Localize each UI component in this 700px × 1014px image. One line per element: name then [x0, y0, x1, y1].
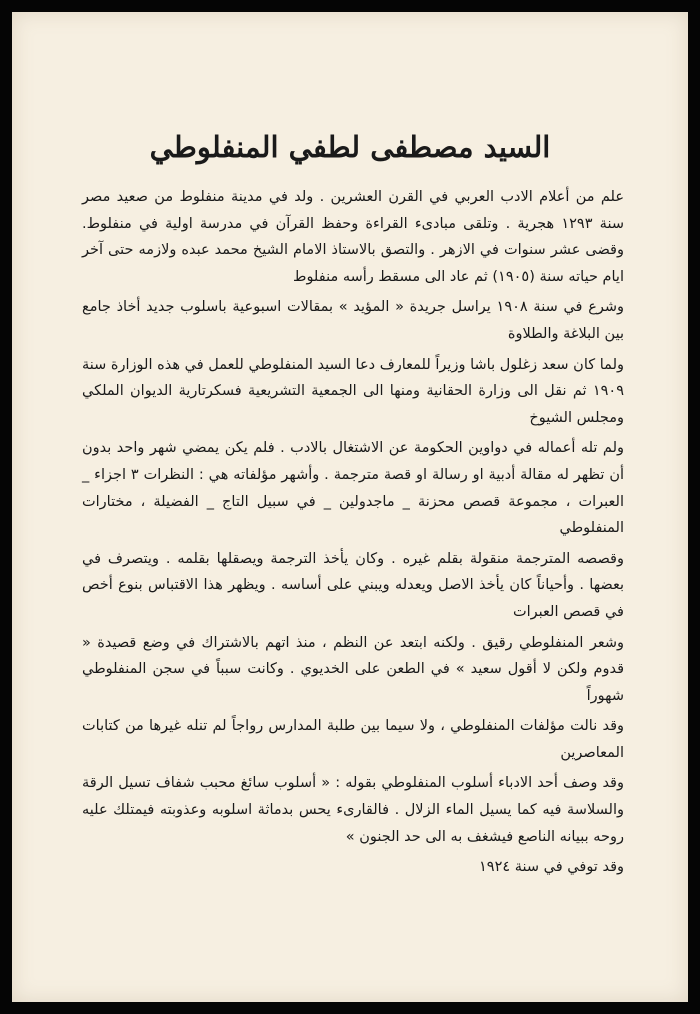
paragraph-9: وقد توفي في سنة ١٩٢٤	[479, 859, 624, 876]
paragraph-4: ولم تله أعماله في دواوين الحكومة عن الاشتغال بالادب . فلم يكن يمضي شهر واحد بدون أن تظهر له مقالة أدبية او رسالة او قصة مترجمة . وأشهر مؤلفاته هي : النظرات ٣ اجزاء _ العبرات ، مجموعة قصص محزنة _ ماجدولين _ في سبيل التاج _ الفضيلة ، مختارات المنفلوطي	[82, 440, 625, 537]
document-card	[12, 12, 688, 1002]
document-title: السيد مصطفى لطفي المنفلوطي	[149, 130, 551, 164]
document-body	[82, 184, 624, 885]
paragraph-2: وشرع في سنة ١٩٠٨ يراسل جريدة « المؤيد » بمقالات اسبوعية باسلوب جديد أخاذ جامع بين البلاغة والطلاوة	[82, 299, 625, 342]
paragraph-5: وقصصه المترجمة منقولة بقلم غيره . وكان يأخذ الترجمة ويصقلها بقلمه . ويتصرف في بعضها . وأحياناً كان يأخذ الاصل ويعدله ويبني على أساسه . ويظهر هذا الاقتباس بنوع أخص في قصص العبرات	[82, 550, 624, 620]
paragraph-8: وقد وصف أحد الادباء أسلوب المنفلوطي بقوله : « أسلوب سائغ محبب شفاف تسيل الرقة والسلاسة فيه كما يسيل الماء الزلال . فالقارىء يحس بدماثة اسلوبه وعذوبته فيمتلك عليه روحه ببيانه الناصع فيشغف به الى حد الجنون »	[82, 775, 624, 845]
paragraph-7: وقد نالت مؤلفات المنفلوطي ، ولا سيما بين طلبة المدارس رواجاً لم تنله غيرها من كتابات المعاصرين	[82, 718, 624, 761]
paragraph-1: علم من أعلام الادب العربي في القرن العشرين . ولد في مدينة منفلوط من صعيد مصر سنة ١٢٩٣ هجرية . وتلقى مبادىء القراءة وحفظ القرآن في مدرسة اولية في منفلوط. وقضى عشر سنوات في الازهر . والتصق بالاستاذ الامام الشيخ محمد عبده ولازمه حتى آخر ايام حياته سنة (١٩٠٥) ثم عاد الى مسقط رأسه منفلوط	[82, 189, 624, 285]
paragraph-6: وشعر المنفلوطي رقيق . ولكنه ابتعد عن النظم ، منذ اتهم بالاشتراك في وضع قصيدة « قدوم ولكن لا أقول سعيد » في الطعن على الخديوي . وكانت سبباً في سجن المنفلوطي شهوراً	[82, 634, 624, 704]
paragraph-3: ولما كان سعد زغلول باشا وزيراً للمعارف دعا السيد المنفلوطي للعمل في هذه الوزارة سنة ١٩٠٩ ثم نقل الى وزارة الحقانية ومنها الى الجمعية التشريعية فسكرتارية الديوان الملكي ومجلس الشيوخ	[82, 356, 624, 426]
